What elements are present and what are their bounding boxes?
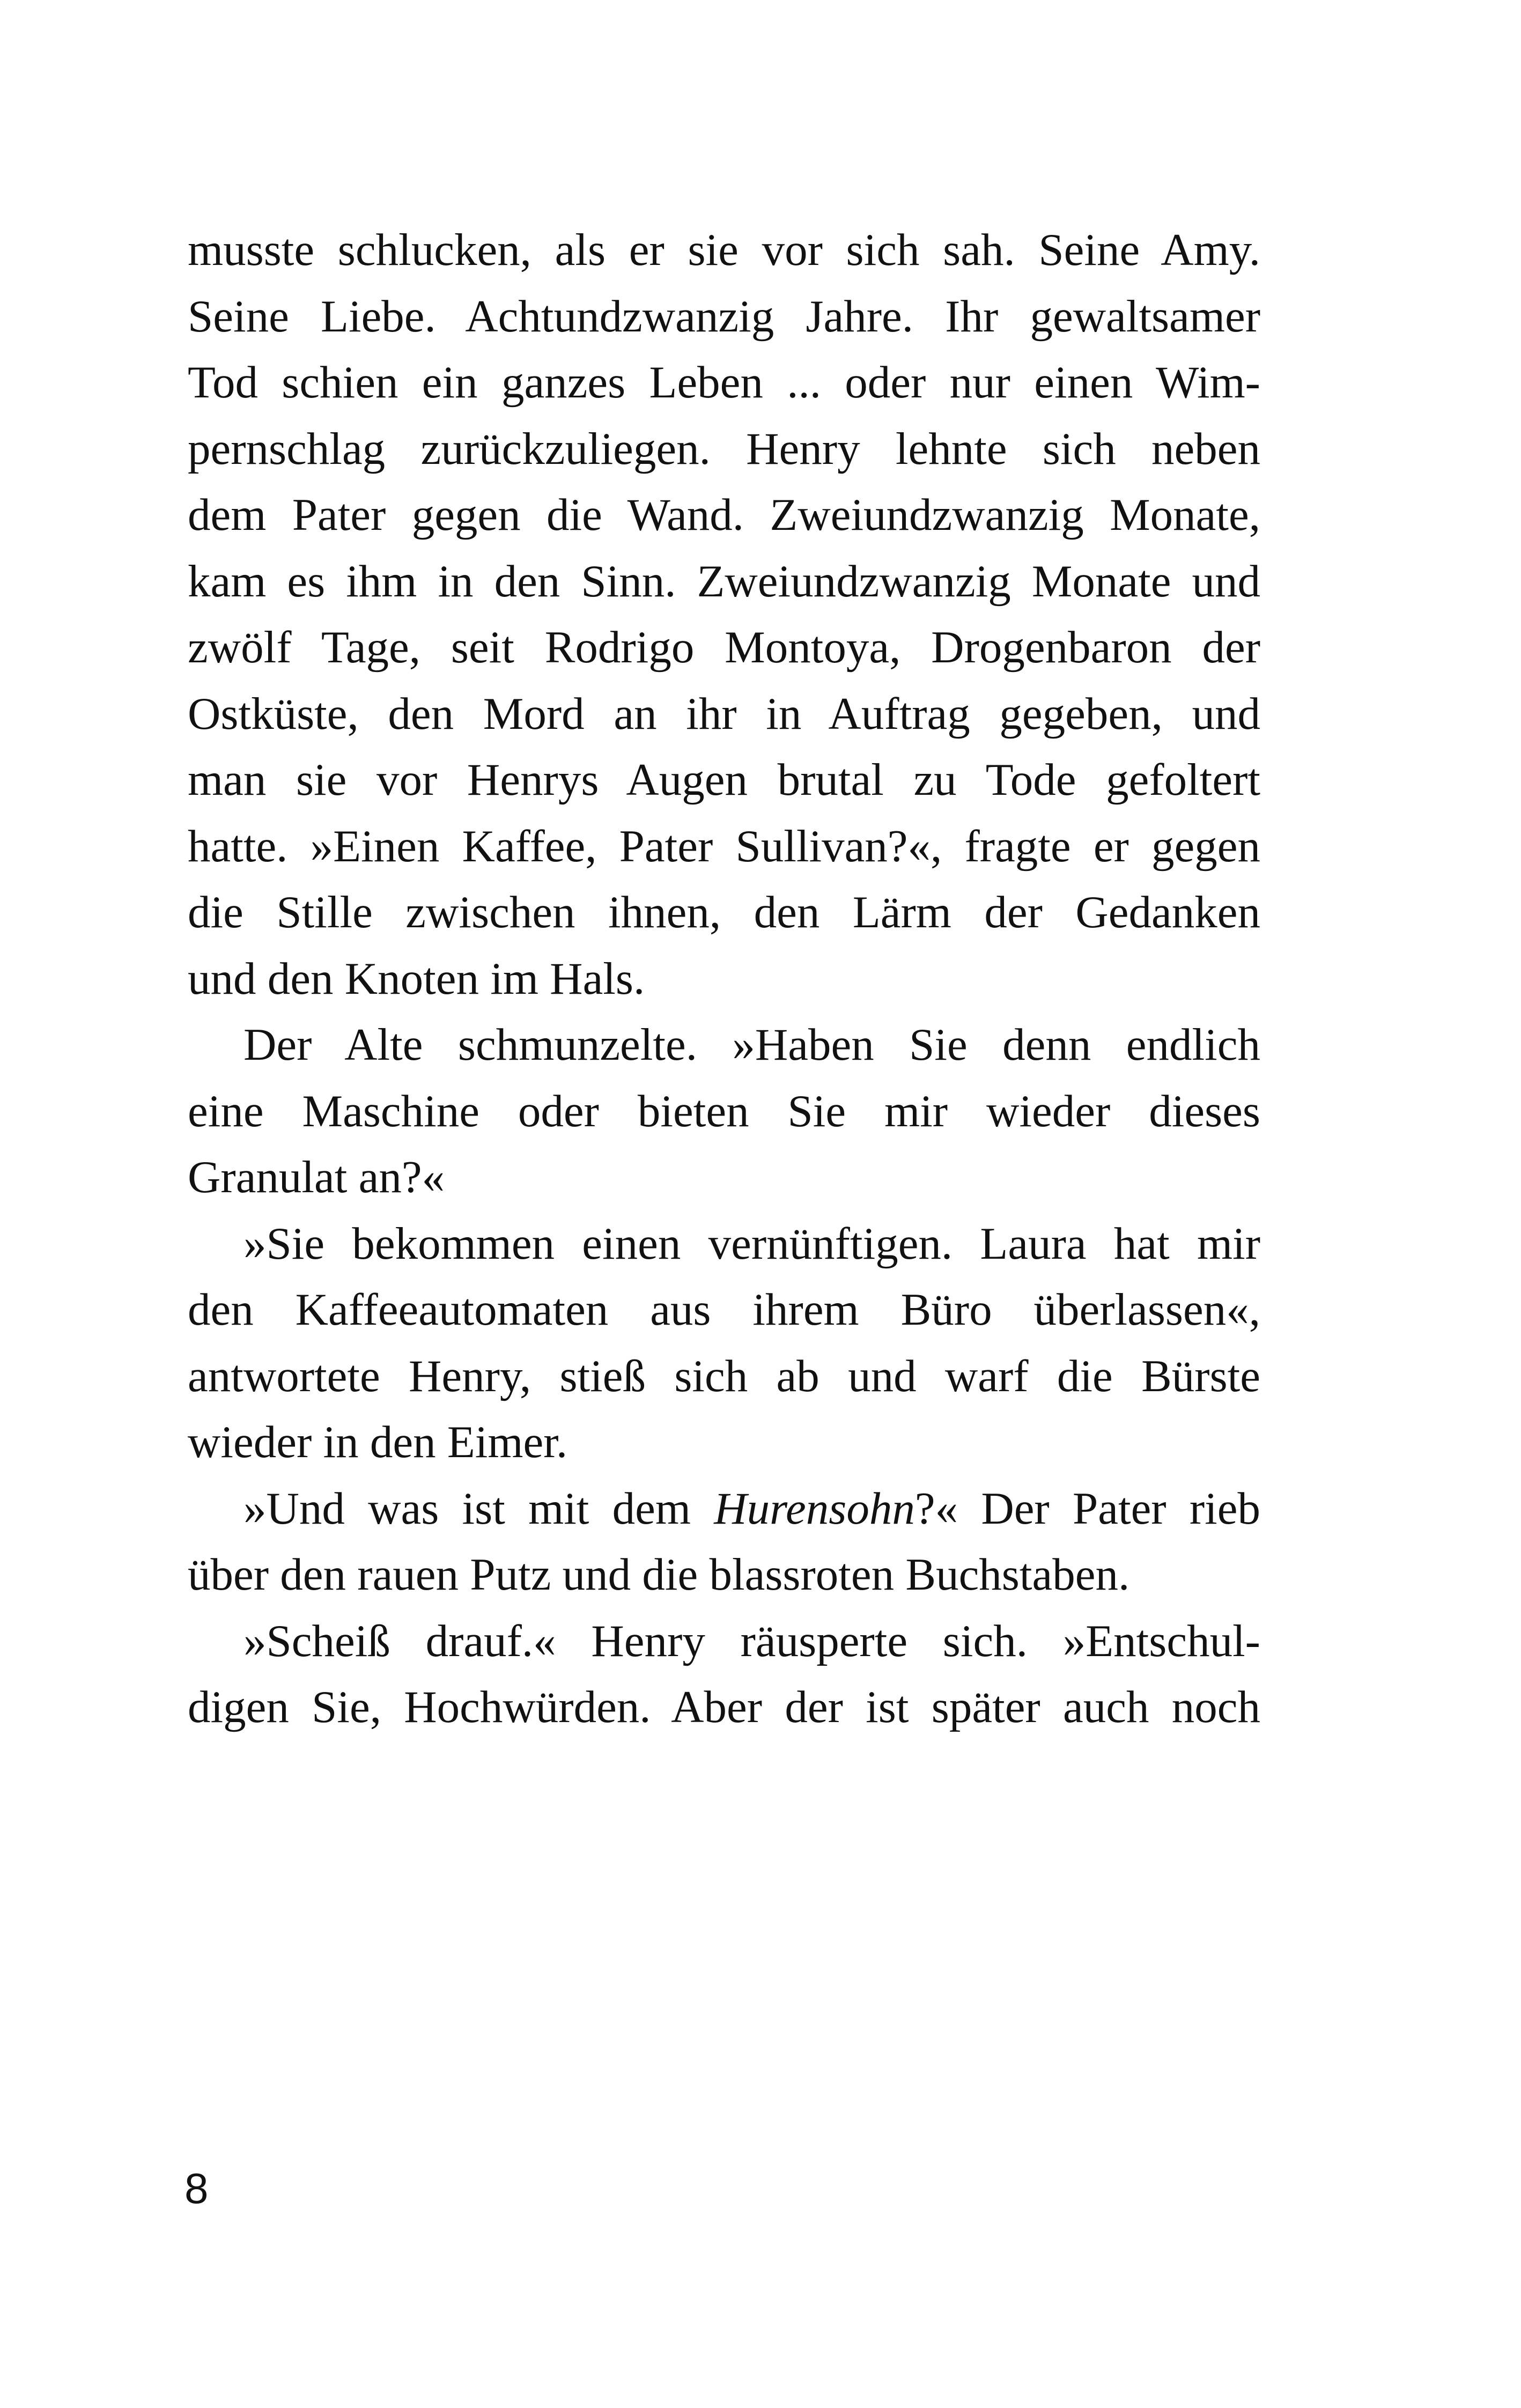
text-line: musste schlucken, als er sie vor sich sah. Seine Amy. [188,225,1260,275]
text-line: hatte. »Einen Kaffee, Pater Sullivan?«, fragte er gegen [188,821,1260,871]
text-line: Seine Liebe. Achtundzwanzig Jahre. Ihr gewaltsamer [188,291,1260,342]
text-line: Ostküste, den Mord an ihr in Auftrag gegeben, und [188,688,1260,739]
text-segment: ?« Der Pater rieb [914,1483,1260,1534]
text-line: wieder in den Eimer. [188,1417,568,1467]
text-line: und den Knoten im Hals. [188,953,645,1004]
text-line: über den rauen Putz und die blassroten Buchstaben. [188,1549,1130,1600]
text-line: dem Pater gegen die Wand. Zweiundzwanzig Monate, [188,490,1260,540]
text-line: »Sie bekommen einen vernünftigen. Laura hat mir [243,1218,1260,1269]
text-line: man sie vor Henrys Augen brutal zu Tode gefoltert [188,755,1260,805]
text-segment: »Und was ist mit dem [243,1483,714,1534]
text-line: digen Sie, Hochwürden. Aber der ist später auch noch [188,1682,1260,1732]
text-line: »Scheiß drauf.« Henry räusperte sich. »Entschul- [243,1615,1260,1666]
text-line [188,1476,1260,1542]
text-line: kam es ihm in den Sinn. Zweiundzwanzig Monate und [188,556,1260,607]
text-line: eine Maschine oder bieten Sie mir wieder dieses [188,1085,1260,1136]
text-line: Der Alte schmunzelte. »Haben Sie denn endlich [243,1020,1260,1070]
text-line: Tod schien ein ganzes Leben ... oder nur einen Wim- [188,357,1260,408]
text-line: zwölf Tage, seit Rodrigo Montoya, Drogenbaron der [188,622,1260,673]
text-line: Granulat an?« [188,1152,445,1202]
body-text [188,217,1260,1741]
text-line: antwortete Henry, stieß sich ab und warf die Bürste [188,1350,1260,1401]
page-number: 8 [184,2165,209,2212]
text-line: die Stille zwischen ihnen, den Lärm der Gedanken [188,887,1260,937]
italic-word: Hurensohn [714,1483,915,1534]
text-line: den Kaffeeautomaten aus ihrem Büro überlassen«, [188,1284,1260,1335]
text-line: pernschlag zurückzuliegen. Henry lehnte sich neben [188,423,1260,474]
